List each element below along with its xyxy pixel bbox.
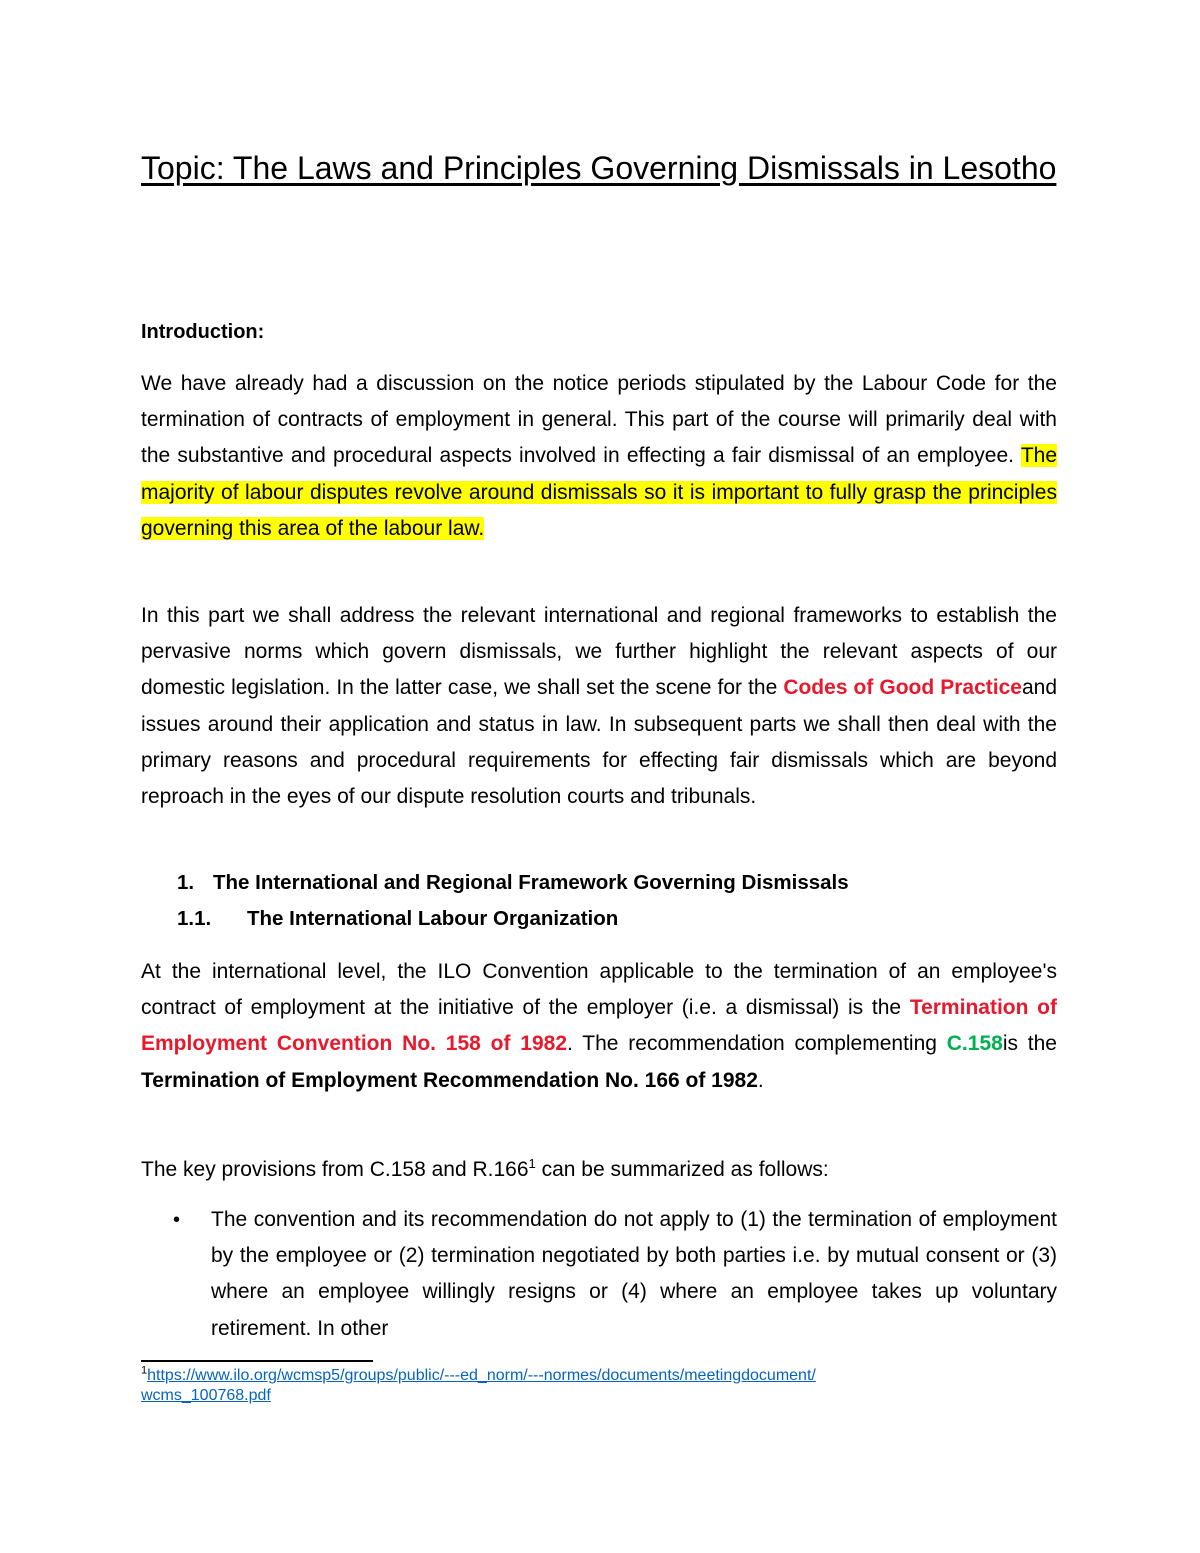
c158-term: C.158 <box>946 1032 1003 1056</box>
footnote-link-line1: https://www.ilo.org/wcmsp5/groups/public/---ed_norm/---normes/documents/meetingdocument/ <box>147 1367 816 1384</box>
ilo-text-d: . <box>757 1068 764 1092</box>
ilo-paragraph <box>141 954 1057 1099</box>
recommendation-166-term: Termination of Employment Recommendation No. 166 of 1982 <box>141 1068 758 1092</box>
subsection-title: The International Labour Organization <box>247 907 619 930</box>
intro-paragraph <box>141 366 1057 547</box>
footnote-mark: 1 <box>141 1364 148 1377</box>
footnote-link-line2: wcms_100768.pdf <box>141 1387 271 1404</box>
page-title: Topic: The Laws and Principles Governing Dismissals in Lesotho <box>141 150 1057 186</box>
section-heading-1 <box>177 868 849 898</box>
key-provisions-paragraph <box>141 1152 1057 1188</box>
section-number: 1. <box>177 871 195 894</box>
key-provisions-text-b: can be summarized as follows: <box>535 1158 829 1181</box>
convention-158-term: Termination of Employment Convention No. 158 of 1982 <box>141 996 1057 1056</box>
highlighted-text: The majority of labour disputes revolve around dismissals so it is important to fully grasp the principles governing this area of the labour law. <box>141 444 1057 540</box>
footnote <box>141 1366 1057 1406</box>
intro-paragraph-text: We have already had a discussion on the notice periods stipulated by the Labour Code for the termination of contracts of employment in general. This part of the course will primarily deal with the substantive and procedural aspects involved in effecting a fair dismissal of an employee. <box>141 372 1057 468</box>
scope-paragraph-text-b: and issues around their application and status in law. In subsequent parts we shall then deal with the primary reasons and procedural requirements for effecting fair dismissals which are beyond reproach in the eyes of our dispute resolution courts and tribunals. <box>141 676 1058 809</box>
section-title: The International and Regional Framework Governing Dismissals <box>213 871 849 894</box>
ilo-text-a: At the international level, the ILO Convention applicable to the termination of an employee's contract of employment at the initiative of the employer (i.e. a dismissal) is the <box>141 960 1057 1020</box>
ilo-text-c: is the <box>1002 1032 1057 1056</box>
scope-paragraph <box>141 598 1057 815</box>
bullet-item-text: The convention and its recommendation do not apply to (1) the termination of employment by the employee or (2) termination negotiated by both parties i.e. by mutual consent or (3) where an employee willingly resigns or (4) where an employee takes up voluntary retirement. In other <box>211 1208 1057 1340</box>
footnote-reference[interactable]: 1 <box>528 1156 536 1171</box>
footnote-link[interactable] <box>141 1364 816 1404</box>
footnote-separator <box>141 1360 373 1362</box>
codes-of-good-practice-term: Codes of Good Practice <box>783 676 1022 700</box>
introduction-heading: Introduction: <box>141 321 265 343</box>
section-heading-1-1 <box>177 904 618 934</box>
bullet-icon: • <box>173 1209 181 1231</box>
scope-paragraph-text-a: In this part we shall address the relevant international and regional frameworks to establish the pervasive norms which govern dismissals, we further highlight the relevant aspects of our domestic legislation. In the latter case, we shall set the scene for the <box>141 604 1057 700</box>
subsection-number: 1.1. <box>177 907 212 930</box>
key-provisions-text-a: The key provisions from C.158 and R.166 <box>141 1158 529 1181</box>
ilo-text-b: . The recommendation complementing <box>567 1032 947 1056</box>
